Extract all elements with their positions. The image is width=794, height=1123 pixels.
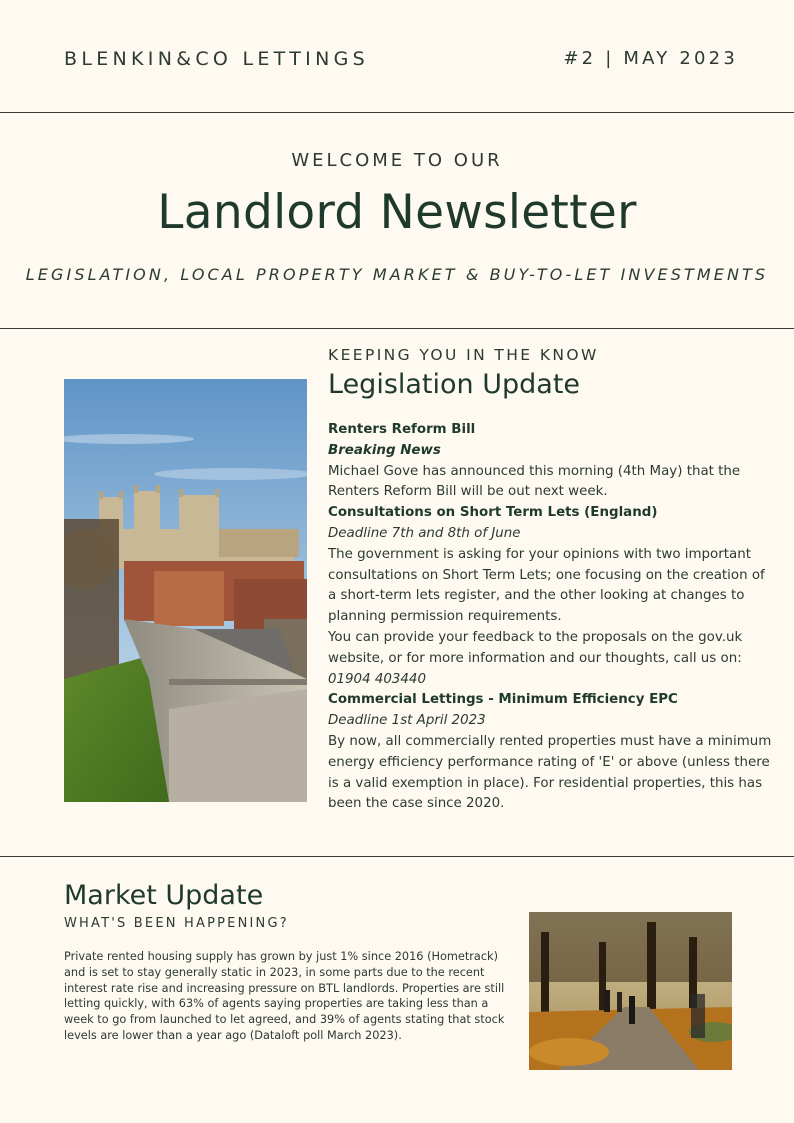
autumn-path-photo xyxy=(529,912,732,1070)
market-body: Private rented housing supply has grown by just 1% since 2016 (Hometrack) and is set to stay generally static in 2023, in some parts due to the recent interest rate rise and increasing pressure on BTL landlords. Properties are still letting quickly, with 63% of agents saying properties are taking less than a week to go from launched to let agreed, and 39% of agents stating that stock levels are lower than a year ago (Dataloft poll March 2023). xyxy=(64,950,505,1042)
hero-divider xyxy=(0,328,794,329)
short-term-lets-feedback: You can provide your feedback to the proposals on the gov.uk website, or for more information and our thoughts, call us on: xyxy=(328,629,743,666)
commercial-epc-deadline: Deadline 1st April 2023 xyxy=(328,713,486,729)
short-term-lets-body: The government is asking for your opinions with two important consultations on Short Term Lets; one focusing on the creation of a short-term lets register, and the other looking at changes to planning permission requirements. xyxy=(328,546,765,625)
renters-reform-subtitle: Breaking News xyxy=(328,442,441,458)
newsletter-title: Landlord Newsletter xyxy=(157,185,637,240)
renters-reform-body: Michael Gove has announced this morning (4th May) that the Renters Reform Bill will be out next week. xyxy=(328,463,741,500)
contact-phone: 01904 403440 xyxy=(328,671,426,687)
issue-date: #2 | MAY 2023 xyxy=(563,48,738,69)
renters-reform-title: Renters Reform Bill xyxy=(328,422,476,437)
market-heading: Market Update xyxy=(64,880,264,911)
commercial-epc-title: Commercial Lettings - Minimum Efficiency EPC xyxy=(328,692,678,708)
short-term-lets-title: Consultations on Short Term Lets (England) xyxy=(328,505,658,521)
york-minster-photo xyxy=(64,379,307,802)
legislation-kicker: KEEPING YOU IN THE KNOW xyxy=(328,346,599,364)
legislation-heading: Legislation Update xyxy=(328,369,581,400)
commercial-epc-body: By now, all commercially rented properties must have a minimum energy efficiency performance rating of 'E' or above (unless there is a valid exemption in place). For residential properties, this has been the case since 2020. xyxy=(328,733,772,812)
newsletter-tagline: LEGISLATION, LOCAL PROPERTY MARKET & BUY-TO-LET INVESTMENTS xyxy=(25,265,769,284)
welcome-kicker: WELCOME TO OUR xyxy=(291,150,503,171)
legislation-body xyxy=(328,420,776,815)
header-divider xyxy=(0,112,794,113)
market-kicker: WHAT'S BEEN HAPPENING? xyxy=(64,916,289,931)
market-divider xyxy=(0,856,794,857)
brand-name: BLENKIN&CO LETTINGS xyxy=(64,48,369,70)
short-term-lets-deadline: Deadline 7th and 8th of June xyxy=(328,525,521,541)
